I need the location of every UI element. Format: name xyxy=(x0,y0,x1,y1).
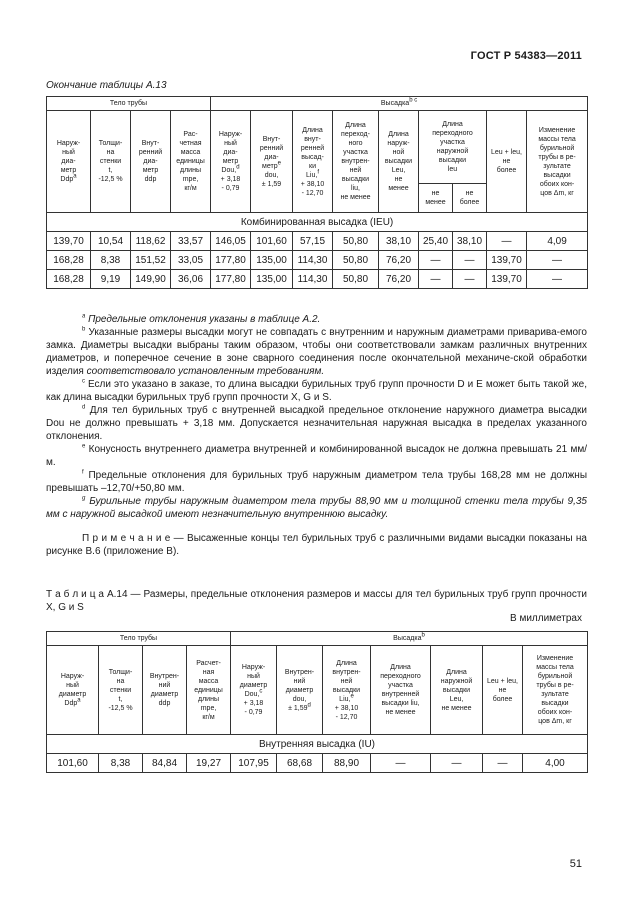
header-text: наруж- xyxy=(387,140,410,147)
header-text: Изменение xyxy=(536,655,574,662)
table-cell: 9,19 xyxy=(91,270,131,289)
table-cell: — xyxy=(453,270,487,289)
header-text: Внутрен- xyxy=(284,668,315,676)
header-text: - 12,70 xyxy=(301,189,324,197)
header-text: -12,5 % xyxy=(98,176,123,183)
footnotes-block xyxy=(46,313,587,558)
header-text: трубы в ре- xyxy=(538,153,576,161)
header-text: Наруж- xyxy=(218,131,243,138)
table-cell: — xyxy=(527,251,588,270)
table-cell: 76,20 xyxy=(379,251,419,270)
header-text: ренний xyxy=(259,144,284,152)
table-cell: — xyxy=(419,251,453,270)
header-text: цов Δm, кг xyxy=(540,189,574,197)
col-inner-diameter xyxy=(143,646,187,735)
header-text: длины xyxy=(180,167,201,174)
table-cell: 114,30 xyxy=(293,251,333,270)
header-text: Leu + leu, xyxy=(491,149,522,156)
header-text: Liu, xyxy=(339,695,351,703)
header-text: кг/м xyxy=(184,185,197,192)
col-upset-outer-diameter: Наруж- ный диаметр Dou,$^c$ + 3,18 - 0,79 xyxy=(231,646,277,735)
header-text: бурильной xyxy=(539,144,575,152)
header-text: Leu + leu, xyxy=(487,677,518,685)
header-text: зультате xyxy=(541,691,569,698)
header-text: не менее xyxy=(385,709,416,716)
footnote-b: $^b$ Указанные размеры высадки могут не совпадать с внутренним и наружным диаметрами приварива-емого замка. Диаметры высадки выбраны таким образом, чтобы они соответствовали замкам различных внутренних диаметров, и поперечное сечение в зоне сварного соединения после окончательной механиче-ской обработки изделия соответствовало установленным требованиям. xyxy=(46,326,587,377)
table-cell: — xyxy=(419,270,453,289)
table-row xyxy=(47,232,588,251)
table-cell: — xyxy=(527,270,588,289)
header-text: Наруж- xyxy=(241,664,266,671)
header-text: Внутрен- xyxy=(149,673,180,680)
header-text: трубы в ре- xyxy=(536,682,574,689)
footnote-e: $^e$ Конусность внутреннего диаметра внутренней и комбинированной высадок не должна превышать 21 мм/м. xyxy=(46,443,587,468)
header-text: обоих кон- xyxy=(539,180,575,188)
table-cell: 76,20 xyxy=(379,270,419,289)
col-outer-diameter: Наруж- ный диа- метр Ddp$^a$ xyxy=(47,111,91,213)
group-upset: Высадка$^{b c}$ xyxy=(211,97,588,111)
header-text: ный xyxy=(66,682,79,689)
header-text: ный xyxy=(247,673,260,680)
header-text: высадки xyxy=(384,158,413,165)
header-text: Толщи- xyxy=(98,140,123,147)
col-mass-change xyxy=(527,111,588,213)
header-text: масса xyxy=(198,677,219,685)
header-text: ный xyxy=(224,140,237,147)
header-text: внутрен- xyxy=(332,668,361,676)
header-text: -12,5 % xyxy=(108,704,133,712)
col-unit-mass xyxy=(171,111,211,213)
table-cell: 177,80 xyxy=(211,251,251,270)
header-text: высадки xyxy=(341,176,370,183)
header-text: метр xyxy=(262,162,278,170)
table-note: П р и м е ч а н и е — Высаженные концы тел бурильных труб с различными видами высадки показаны на рисунке В.6 (приложение В). xyxy=(46,533,587,557)
header-text: Leu, xyxy=(391,167,406,174)
footnote-f: $^f$ Предельные отклонения для бурильных труб наружным диаметром тела трубы 168,28 мм не должны превышать –12,70/+50,80 мм. xyxy=(46,469,588,494)
table-cell: 177,80 xyxy=(211,270,251,289)
table-cell: 88,90 xyxy=(323,754,371,773)
header-text: длины xyxy=(198,695,219,703)
table-cell: 151,52 xyxy=(131,251,171,270)
header-text: ddp xyxy=(144,176,157,183)
header-text: массы тела xyxy=(538,135,576,143)
header-text: Длина xyxy=(446,668,467,676)
header-text: Внут- xyxy=(141,140,160,147)
table-a13-caption: Окончание таблицы А.13 xyxy=(46,80,167,91)
col-outer-upset-length xyxy=(431,646,483,735)
header-text: ± 1,59 xyxy=(261,180,282,188)
table-cell: 10,54 xyxy=(91,232,131,251)
units-label: В миллиметрах xyxy=(510,613,582,624)
header-text: ной xyxy=(392,149,405,156)
table-a14-group-row xyxy=(47,632,588,646)
table-cell: 114,30 xyxy=(293,270,333,289)
table-cell: 50,80 xyxy=(333,270,379,289)
header-text: менее xyxy=(388,185,409,192)
header-text: Толщи- xyxy=(108,668,133,676)
table-cell: 8,38 xyxy=(91,251,131,270)
header-text: Ddp xyxy=(60,176,74,183)
table-cell: 8,38 xyxy=(99,754,143,773)
header-text: + 38,10 xyxy=(334,704,359,712)
header-text: dou, xyxy=(264,171,279,179)
header-text: высадки xyxy=(332,686,361,694)
table-a13-header-row xyxy=(47,111,588,184)
table-cell: 25,40 xyxy=(419,232,453,251)
header-text: диаметр xyxy=(239,682,268,689)
col-inner-upset-length: Длина внут- ренней высад- ки Liu,$^f$ + 38,10 - 12,70 xyxy=(293,111,333,213)
table-cell: 57,15 xyxy=(293,232,333,251)
header-text: масса xyxy=(180,149,201,156)
header-text: высадки xyxy=(442,686,471,694)
document-code: ГОСТ Р 54383—2011 xyxy=(470,50,582,62)
col-inner-diameter xyxy=(131,111,171,213)
table-cell: — xyxy=(371,754,431,773)
col-upset-outer-diameter: Наруж- ный диа- метр Dou,$^d$ + 3,18 - 0,79 xyxy=(211,111,251,213)
table-cell: — xyxy=(487,232,527,251)
header-text: ного xyxy=(348,140,363,147)
table-row xyxy=(47,754,588,773)
header-text: ней xyxy=(349,167,362,174)
header-text: Длина xyxy=(390,664,411,671)
table-cell: 4,00 xyxy=(523,754,588,773)
header-text: dou, xyxy=(292,695,307,703)
table-cell: 19,27 xyxy=(187,754,231,773)
header-text: ний xyxy=(293,677,306,685)
header-text: mpe, xyxy=(182,176,199,183)
table-cell: 33,57 xyxy=(171,232,211,251)
header-text: внутренней xyxy=(381,691,420,698)
col-total-length xyxy=(483,646,523,735)
header-text: mpe, xyxy=(200,704,217,712)
header-text: ней xyxy=(340,677,353,685)
header-text: стенки xyxy=(99,158,122,165)
header-text: диа- xyxy=(264,153,279,161)
table-cell: 4,09 xyxy=(527,232,588,251)
header-text: Dou, xyxy=(244,691,260,698)
page-number: 51 xyxy=(569,858,582,870)
header-text: Длина xyxy=(388,131,409,138)
header-text: высадки xyxy=(438,157,467,164)
col-upset-inner-diameter: Внутрен- ний диаметр dou, ± 1,59$^d$ xyxy=(277,646,323,735)
header-text: метр xyxy=(142,167,159,174)
col-outer-transition-length xyxy=(419,111,487,184)
col-inner-transition-length xyxy=(371,646,431,735)
header-text: более xyxy=(496,167,517,174)
table-cell: 50,80 xyxy=(333,251,379,270)
header-text: не менее xyxy=(340,194,371,201)
header-text: не xyxy=(394,176,403,183)
header-text: обоих кон- xyxy=(537,709,573,716)
header-text: высад- xyxy=(301,153,324,161)
group-pipe-body: Тело трубы xyxy=(47,97,211,111)
header-text: - 0,79 xyxy=(221,185,240,192)
footnote-g: $^g$ Бурильные трубы наружным диаметром тела трубы 88,90 мм и толщиной стенки тела трубы 9,35 мм с наружной высадкой имеют незначительную внутреннюю высадку. xyxy=(46,495,587,520)
col-mass-change xyxy=(523,646,588,735)
col-outer-upset-length xyxy=(379,111,419,213)
footnote-d: $^d$ Для тел бурильных труб с внутренней высадкой предельное отклонение наружного диаметра высадки Dou не должно превышать + 3,18 мм. Допускается незначительная наружная высадка в пределах указанного отклонения. xyxy=(46,404,587,442)
footnote-c: $^c$ Если это указано в заказе, то длина высадки бурильных труб групп прочности D и Е может быть такой же, как длина высадки бурильных труб групп прочности X, G и S. xyxy=(46,378,588,403)
header-text: Наруж- xyxy=(60,673,85,680)
table-cell: 139,70 xyxy=(487,251,527,270)
table-cell: 36,06 xyxy=(171,270,211,289)
header-text: более xyxy=(492,695,513,703)
header-text: высадки xyxy=(541,700,569,707)
header-text: ± 1,59 xyxy=(288,704,308,712)
table-cell: 101,60 xyxy=(47,754,99,773)
header-text: участка xyxy=(343,149,368,156)
footnote-a: $^a$ Предельные отклонения указаны в таблице А.2. xyxy=(82,313,321,325)
group-upset: Высадка$^b$ xyxy=(231,632,588,646)
table-a14 xyxy=(46,631,588,773)
table-a14-header-row xyxy=(47,646,588,735)
header-text: зультате xyxy=(543,162,571,170)
header-text: единицы xyxy=(176,158,205,165)
header-text: кг/м xyxy=(202,713,215,721)
table-cell: 84,84 xyxy=(143,754,187,773)
header-text: высадки liu, xyxy=(381,700,420,707)
header-text: цов Δm, кг xyxy=(538,718,572,725)
header-text: участка xyxy=(388,682,413,689)
header-text: + 3,18 xyxy=(220,176,241,183)
header-text: наружной xyxy=(436,148,469,155)
header-text: Изменение xyxy=(538,126,576,134)
col-upset-inner-diameter: Внут- ренний диа- метр$^e$ dou, ± 1,59 xyxy=(251,111,293,213)
table-cell: 38,10 xyxy=(379,232,419,251)
header-text: Длина xyxy=(442,121,463,128)
table-a13-group-row xyxy=(47,97,588,111)
section-iu: Внутренняя высадка (IU) xyxy=(47,735,588,754)
group-pipe-body: Тело трубы xyxy=(47,632,231,646)
header-text: Наруж- xyxy=(56,140,81,147)
header-text: Расчет- xyxy=(196,659,221,667)
header-text: внутрен- xyxy=(341,158,370,165)
header-text: Внут- xyxy=(262,135,281,143)
header-text: Рас- xyxy=(183,131,198,138)
header-text: Ddp xyxy=(64,700,78,707)
header-text: единицы xyxy=(194,686,223,694)
header-text: t, xyxy=(118,695,123,703)
header-text: не менее xyxy=(441,704,472,712)
header-text: наружной xyxy=(440,677,473,685)
header-text: Длина xyxy=(302,126,323,134)
table-cell: 118,62 xyxy=(131,232,171,251)
header-text: не xyxy=(498,686,507,694)
header-text: liu, xyxy=(351,185,360,192)
table-cell: 68,68 xyxy=(277,754,323,773)
header-text: - 12,70 xyxy=(335,713,358,721)
header-text: + 3,18 xyxy=(243,700,264,707)
header-text: массы тела xyxy=(536,664,574,671)
header-text: диа- xyxy=(61,158,76,165)
header-text: ная xyxy=(202,668,215,676)
table-row xyxy=(47,270,588,289)
header-text: диа- xyxy=(223,149,238,156)
table-cell: 135,00 xyxy=(251,251,293,270)
header-text: ddp xyxy=(158,700,171,707)
header-text: бурильной xyxy=(537,673,573,680)
header-text: диаметр xyxy=(58,691,87,698)
col-unit-mass xyxy=(187,646,231,735)
col-wall-thickness xyxy=(91,111,131,213)
header-text: leu xyxy=(447,166,458,173)
header-text: не xyxy=(502,158,511,165)
col-min: не менее xyxy=(419,184,453,213)
header-text: диаметр xyxy=(150,691,179,698)
col-total-length xyxy=(487,111,527,213)
header-text: - 0,79 xyxy=(244,709,263,716)
section-ieu: Комбинированная высадка (IEU) xyxy=(47,213,588,232)
header-text: диаметр xyxy=(285,686,314,694)
header-text: внут- xyxy=(304,135,321,143)
header-text: Liu, xyxy=(306,171,318,179)
header-text: на xyxy=(116,677,125,685)
header-text: Dou, xyxy=(221,167,237,174)
col-outer-diameter: Наруж- ный диаметр Ddp$^a$ xyxy=(47,646,99,735)
header-text: метр xyxy=(222,158,239,165)
table-cell: — xyxy=(483,754,523,773)
header-text: участка xyxy=(440,139,465,146)
table-cell: 168,28 xyxy=(47,251,91,270)
header-text: метр xyxy=(60,167,77,174)
table-cell: 135,00 xyxy=(251,270,293,289)
table-a14-title: Т а б л и ц а А.14 — Размеры, предельные отклонения размеров и массы для тел бурильных труб групп прочности X, G и S xyxy=(46,589,587,613)
header-text: ний xyxy=(158,682,171,689)
header-text: на xyxy=(106,149,115,156)
table-cell: 146,05 xyxy=(211,232,251,251)
col-inner-transition-length xyxy=(333,111,379,213)
header-text: t, xyxy=(108,167,113,174)
table-cell: 38,10 xyxy=(453,232,487,251)
header-text: диа- xyxy=(143,158,158,165)
table-cell: 139,70 xyxy=(487,270,527,289)
header-text: Длина xyxy=(336,659,357,667)
table-cell: — xyxy=(431,754,483,773)
table-cell: 101,60 xyxy=(251,232,293,251)
header-text: переход- xyxy=(341,131,370,138)
table-a13 xyxy=(46,96,588,289)
table-cell: 33,05 xyxy=(171,251,211,270)
header-text: четная xyxy=(179,140,202,147)
table-cell: 168,28 xyxy=(47,270,91,289)
table-cell: 149,90 xyxy=(131,270,171,289)
col-max: не более xyxy=(453,184,487,213)
header-text: переходного xyxy=(380,673,421,680)
header-text: ки xyxy=(309,162,316,170)
header-text: ный xyxy=(62,149,75,156)
header-text: ренний xyxy=(138,149,163,156)
header-text: высадки xyxy=(543,171,571,179)
table-cell: 50,80 xyxy=(333,232,379,251)
table-cell: 107,95 xyxy=(231,754,277,773)
header-text: + 38,10 xyxy=(300,180,325,188)
header-text: ренней xyxy=(300,144,325,152)
header-text: переходного xyxy=(432,130,473,137)
col-wall-thickness xyxy=(99,646,143,735)
table-cell: 139,70 xyxy=(47,232,91,251)
table-cell: — xyxy=(453,251,487,270)
col-inner-upset-length: Длина внутрен- ней высадки Liu,$^e$ + 38,10 - 12,70 xyxy=(323,646,371,735)
table-row xyxy=(47,251,588,270)
header-text: Leu, xyxy=(449,695,464,703)
header-text: стенки xyxy=(109,686,132,694)
header-text: Длина xyxy=(345,122,366,129)
